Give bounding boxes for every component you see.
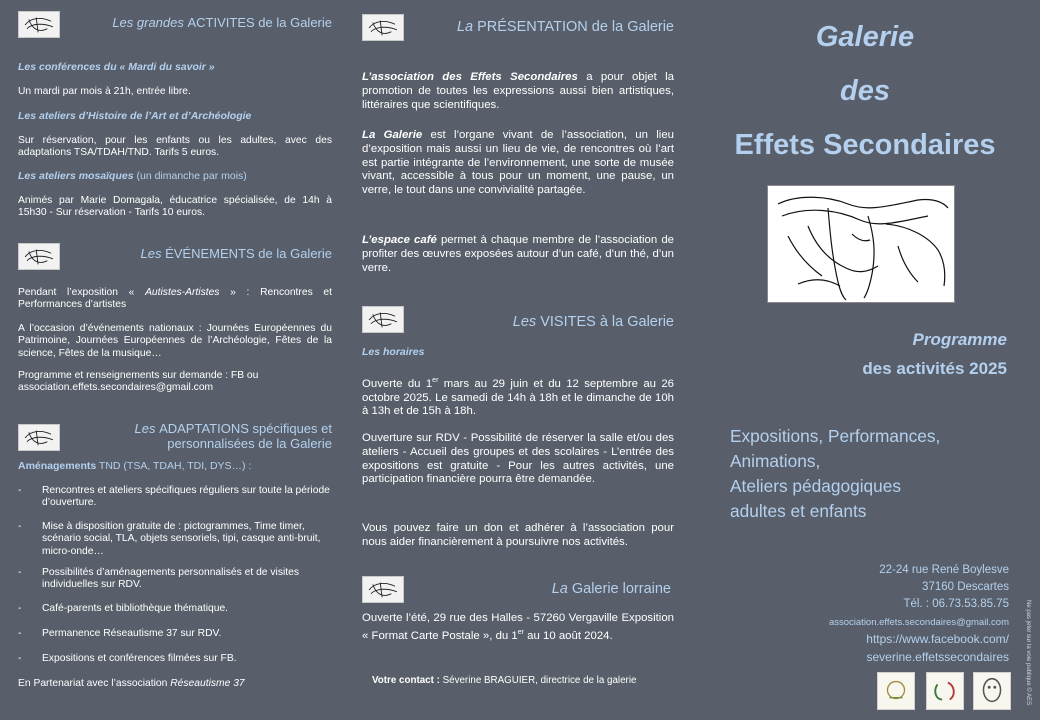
lorraine-p1: Ouverte l’été, 29 rue des Halles - 57260 Vergaville Exposition « Format Carte Postale », du 1er au 10 août 2024. [362,612,674,642]
ateliers-text: Sur réservation, pour les enfants ou les adultes, avec des adaptations TSA/TDAH/TND. Tarifs 5 euros. [18,135,332,159]
bullet-dash: - [18,567,22,578]
partner-logo-1 [877,672,915,710]
expo-line: Expositions, Performances, [730,426,941,446]
line-drawing-artwork [767,185,955,303]
evenements-p3: Programme et renseignements sur demande : FB ou association.effets.secondaires@gmail.com [18,370,259,394]
ateliers-heading: Les ateliers d’Histoire de l’Art et d’Archéologie [18,110,252,122]
bullet-dash: - [18,485,22,496]
visites-p3: Vous pouvez faire un don et adhérer à l’association pour nous aider financièrement à poursuivre nos activités. [362,522,674,548]
visites-title: Les VISITES à la Galerie [512,314,674,330]
contact-label: Votre contact : [372,675,440,686]
mosaiques-sub: (un dimanche par mois) [136,170,247,182]
amenagements-heading [18,460,251,473]
facebook-link-line2[interactable]: severine.effetssecondaires [866,650,1009,664]
bullet-dash: - [18,653,22,664]
evenements-title: Les ÉVÉNEMENTS de la Galerie [140,246,332,261]
address-line: 37160 Descartes [922,581,1009,593]
mosaiques-heading [18,170,247,183]
title-des: des [840,75,890,107]
facebook-link-line1[interactable]: https://www.facebook.com/ [866,632,1009,646]
activites-title: Les grandes ACTIVITES de la Galerie [112,15,332,30]
programme-line1: Programme [912,330,1007,349]
presentation-p1: L’association des Effets Secondaires a pour objet la promotion de toutes les expressions aussi bien artistiques, littéraires que scientifiques. [362,71,674,111]
drawing-thumbnail-icon [362,576,404,603]
visites-p2: Ouverture sur RDV - Possibilité de réserver la salle et/ou des ateliers - Accueil des groupes et des scolaires - L’entrée des expositions est gratuite - Pour les autres activités, une participation financière pourra être demandée. [362,432,674,486]
presentation-p2: La Galerie est l’organe vivant de l’association, un lieu d’exposition mais aussi un lieu de vie, de rencontres où l’art est partie intégrante de l’environnement, une sorte de musée vivant, accessible à tous pour un moment, une pause, un verre, le tout dans une convivialité partagée. [362,129,674,197]
horaires-heading: Les horaires [362,346,425,358]
address-line: 22-24 rue René Boylesve [879,564,1009,576]
phone-line: Tél. : 06.73.53.85.75 [903,598,1009,610]
bullet-dash: - [18,521,22,532]
bullet-dash: - [18,603,22,614]
drawing-thumbnail-icon [362,14,404,41]
mosaiques-text: Animés par Marie Domagala, éducatrice spécialisée, de 14h à 15h30 - Sur réservation - Tarifs 10 euros. [18,195,332,219]
conferences-text: Un mardi par mois à 21h, entrée libre. [18,86,191,97]
programme-line2: des activités 2025 [862,359,1007,378]
partenariat-text: En Partenariat avec l’association Réseautisme 37 [18,678,245,689]
drawing-thumbnail-icon [18,424,60,451]
side-note-container [1023,600,1033,710]
expo-line: adultes et enfants [730,501,867,521]
drawing-thumbnail-icon [362,306,404,333]
evenements-p1: Pendant l’exposition « Autistes-Artistes » : Rencontres et Performances d’artistes [18,287,332,311]
title-galerie: Galerie [815,21,915,53]
lorraine-title: La Galerie lorraine [551,581,671,597]
middle-column [362,0,674,720]
title-effets-secondaires: Effets Secondaires [734,129,996,161]
bullet-text: Mise à disposition gratuite de : pictogrammes, Time timer, scénario social, TLA, objets sensoriels, tipi, casque anti-bruit, micro-onde… [42,521,321,557]
partner-logo-2 [926,672,964,710]
bullet-text: Rencontres et ateliers spécifiques réguliers sur toute la période d’ouverture. [42,485,330,509]
bullet-text: Expositions et conférences filmées sur FB. [42,653,237,664]
side-note: Ne pas jeter sur la voie publique © AES [1025,600,1031,706]
bullet-dash: - [18,628,22,639]
visites-p1: Ouverte du 1er mars au 29 juin et du 12 septembre au 26 octobre 2025. Le samedi de 14h à 18h et le dimanche de 10h à 13h et de 15h à 18h. [362,377,674,418]
amenagements-rest: TND (TSA, TDAH, TDI, DYS…) : [96,460,252,472]
expo-line: Ateliers pédagogiques [730,476,902,496]
amenagements-bold: Aménagements [18,460,97,472]
adaptations-title: Les ADAPTATIONS spécifiques et personnalisées de la Galerie [134,421,332,451]
evenements-p2: A l’occasion d’événements nationaux : Journées Européennes du Patrimoine, Journées Européennes de l’Archéologie, Fêtes de la science, Fêtes de la musique… [18,323,332,359]
left-column [18,0,332,720]
email-link[interactable]: association.effets.secondaires@gmail.com [828,617,1009,628]
right-column [705,0,1031,720]
contact-line [372,675,674,687]
drawing-thumbnail-icon [18,243,60,270]
bullet-text: Possibilités d’aménagements personnalisés et de visites individuelles sur RDV. [42,567,299,591]
conferences-heading: Les conférences du « Mardi du savoir » [18,61,215,73]
bullet-text: Café-parents et bibliothèque thématique. [42,603,229,614]
mosaiques-heading-bold: Les ateliers mosaïques [18,170,134,182]
drawing-thumbnail-icon [18,11,60,38]
bullet-text: Permanence Réseautisme 37 sur RDV. [42,628,222,639]
presentation-p3: L’espace café permet à chaque membre de l’association de profiter des œuvres exposées autour d’un café, d’un thé, d’un verre. [362,234,674,274]
expo-line: Animations, [730,451,821,471]
contact-text: Séverine BRAGUIER, directrice de la galerie [439,675,637,686]
presentation-title: La PRÉSENTATION de la Galerie [456,19,674,35]
partner-logo-3 [973,672,1011,710]
